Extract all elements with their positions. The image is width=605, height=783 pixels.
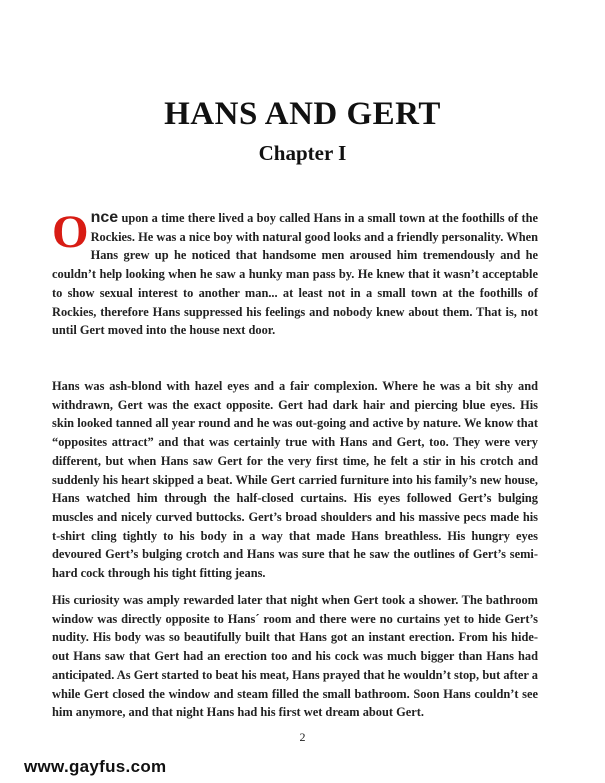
paragraph-1-text: upon a time there lived a boy called Hans in a small town at the foothills of the Rockies. He was a nice boy with natural good looks and a friendly personality. When Hans grew up he noticed that handsome men aroused him tremendously and he couldn’t help looking when he saw a hunky man pass by. He knew that it wasn’t acceptable to show sexual interest to another man... at least not in a small town at the foothills of Rockies, therefore Hans suppressed his feelings and nobody knew about them. That is, not until Gert moved into the house next door.: [52, 211, 538, 338]
paragraph-1: [52, 206, 538, 340]
lead-in-text: nce: [90, 209, 119, 226]
watermark-text: www.gayfus.com: [24, 757, 167, 776]
page-title: HANS AND GERT: [164, 96, 441, 132]
paragraph-2: Hans was ash-blond with hazel eyes and a fair complexion. Where he was a bit shy and withdrawn, Gert was the exact opposite. Gert had dark hair and piercing blue eyes. His skin looked tanned all year round and he was out-going and active by nature. We know that “opposites attract” and that was certainly true with Hans and Gert, too. They were very different, but when Hans saw Gert for the very first time, he felt a stir in his crotch and suddenly his heart skipped a beat. While Gert carried furniture into his family’s new house, Hans watched him through the half-closed curtains. His eyes followed Gert’s bulging muscles and nicely curved buttocks. Gert’s broad shoulders and his massive pecs made his t-shirt cling tightly to his body in a way that made Hans breathless. His hungry eyes devoured Gert’s bulging crotch and Hans was sure that he saw the outlines of Gert’s semi-hard cock through his tight fitting jeans.: [52, 379, 538, 581]
chapter-heading: Chapter I: [258, 141, 347, 165]
drop-cap: O: [52, 206, 89, 258]
paragraph-3: His curiosity was amply rewarded later that night when Gert took a shower. The bathroom window was directly opposite to Hans´ room and there were no curtains yet to hide Gert’s nudity. His body was so beautifully built that Hans got an instant erection. From his hide-out Hans saw that Gert had an erection too and his cock was much bigger than Hans had anticipated. As Gert started to beat his meat, Hans prayed that he wouldn’t stop, but after a while Gert closed the window and steam filled the small bathroom. Soon Hans couldn’t see him anymore, and that night Hans had his first wet dream about Gert.: [52, 593, 538, 720]
page-number: 2: [299, 730, 306, 744]
